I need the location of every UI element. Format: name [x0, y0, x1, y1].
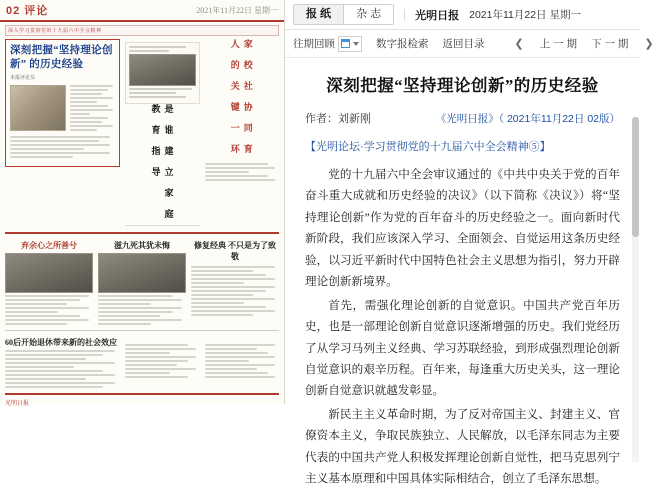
article-author-name: 刘新刚	[338, 113, 371, 125]
newspaper-article-mid-2[interactable]	[98, 237, 186, 327]
content-scrollbar[interactable]	[632, 117, 639, 462]
newspaper-lead-title: 深刻把握“坚持理论创新” 的历史经验	[10, 45, 113, 71]
calendar-icon	[341, 39, 350, 48]
newspaper-photo-mid-2	[98, 253, 186, 293]
newspaper-article-vertical-1[interactable]	[125, 39, 199, 229]
newspaper-vertical-title-1: 是 谁 建 立 家 庭 教 育 指 导	[150, 104, 174, 219]
newspaper-page-body	[0, 22, 284, 407]
newspaper-photo-top	[129, 54, 195, 86]
newspaper-subhead-2: 滋九死其犹未悔	[114, 241, 170, 250]
media-type-option-newspaper[interactable]: 报 纸	[294, 5, 343, 24]
newspaper-bottom-row	[5, 334, 279, 390]
article-paragraph: 党的十九届六中全会审议通过的《中共中央关于党的百年奋斗重大成就和历史经验的决议》（以下简称《决议》）将“坚持理论创新”作为党的百年奋斗的历史经验之一。面向新时代新阶段，我们应该深入学习、全面领会、自觉运用这条历史经验，以习近平新时代中国特色社会主义思想为指引，努力开辟理论创新新境界。	[305, 168, 620, 289]
digital-search-button[interactable]	[376, 36, 429, 51]
back-to-catalog-button[interactable]	[443, 36, 485, 51]
newspaper-photo-mid-1	[5, 253, 93, 293]
article-paragraph: 新民主主义革命时期，为了反对帝国主义、封建主义、官僚资本主义，争取民族独立、人民解放，以毛泽东同志为主要代表的中国共产党人积极发挥理论创新自觉性，把马克思列宁主义基本原理和中国具体实际相结合，创立了毛泽东思想。	[305, 407, 620, 486]
newspaper-article-mid-1[interactable]	[5, 237, 93, 327]
newspaper-middle-row	[5, 237, 279, 327]
media-type-switch[interactable]	[293, 4, 394, 25]
newspaper-lead-text-2	[10, 136, 115, 158]
current-issue-date: 2021年11月22日 星期一	[469, 9, 581, 21]
date-picker[interactable]	[338, 36, 362, 52]
newspaper-page-date: 2021年11月22日 星期一	[196, 5, 278, 15]
newspaper-subhead-3: 修复经典 不只是为了致敬	[194, 241, 276, 261]
article-author-label: 作者：	[305, 113, 338, 125]
newspaper-subhead-4: 60后开始退休带来新的社会效应	[5, 338, 117, 347]
newspaper-article-bottom-2[interactable]	[125, 334, 199, 390]
newspaper-top-row	[5, 39, 279, 229]
digital-search-label: 数字报检索	[376, 38, 429, 50]
chevron-down-icon	[353, 42, 359, 46]
newspaper-divider-2	[5, 330, 279, 331]
newspaper-page-header	[0, 0, 284, 22]
newspaper-masthead-note: 深入学习贯彻党的十九届六中全会精神	[5, 25, 279, 36]
topbar-divider	[404, 9, 405, 21]
current-paper-name[interactable]: 光明日报	[415, 9, 460, 22]
back-to-catalog-label: 返回目录	[442, 38, 485, 50]
newspaper-article-vertical-2[interactable]	[205, 39, 279, 229]
reader-topbar	[285, 0, 640, 30]
article-paragraph: 首先，需强化理论创新的自觉意识。中国共产党百年历史，也是一部理论创新自觉意识逐渐增强的历史。我们党经历了从学习马列主义经典、学习苏联经验，到形成强烈理论创新自觉意识的艰辛历程。百年来，每逢重大历史关头，这一理论创新自觉意识就越发彰显。	[305, 298, 620, 398]
past-issues-label: 往期回顾	[293, 38, 335, 50]
newspaper-lead-photo	[10, 85, 66, 131]
newspaper-article-bottom-3[interactable]	[205, 334, 279, 390]
prev-issue-link[interactable]: 上 一 期	[539, 38, 578, 50]
newspaper-lead-subtitle: 本报评论员	[10, 75, 36, 82]
past-issues-control[interactable]	[293, 36, 362, 52]
newspaper-subhead-1: 弃余心之所善兮	[21, 241, 77, 250]
newspaper-lead-article[interactable]	[5, 39, 120, 229]
newspaper-page-label: 02 评论	[6, 5, 49, 17]
next-arrow-icon[interactable]: ❯	[644, 38, 654, 50]
reader-toolbar	[285, 30, 654, 58]
newspaper-vertical-title-2: 家 校 社 协 同 育 人 的 关 键 一 环	[229, 39, 253, 154]
article-meta	[305, 110, 620, 126]
newspaper-lead-text	[70, 85, 115, 133]
article-author	[305, 110, 371, 126]
newspaper-divider-3	[5, 393, 279, 395]
article-title: 深刻把握“坚持理论创新”的历史经验	[326, 76, 599, 95]
newspaper-divider-1	[5, 232, 279, 234]
newspaper-vertical-2-text	[205, 163, 279, 181]
media-type-option-magazine[interactable]: 杂 志	[343, 5, 393, 24]
next-issue-link[interactable]: 下 一 期	[591, 38, 629, 50]
prev-arrow-icon[interactable]: ❮	[514, 38, 524, 50]
article-content	[285, 58, 640, 492]
newspaper-footer-label: 光明日报	[5, 401, 30, 407]
reader-pane	[285, 0, 654, 486]
newspaper-page-preview[interactable]	[0, 0, 285, 407]
scrollbar-thumb[interactable]	[632, 117, 639, 237]
newspaper-article-bottom-1[interactable]	[5, 334, 120, 390]
newspaper-article-mid-3[interactable]	[191, 237, 279, 327]
article-column-note: 【光明论坛·学习贯彻党的十九届六中全会精神⑤】	[305, 141, 551, 153]
article-source: 《光明日报》（ 2021年11月22日 02版）	[435, 113, 620, 125]
